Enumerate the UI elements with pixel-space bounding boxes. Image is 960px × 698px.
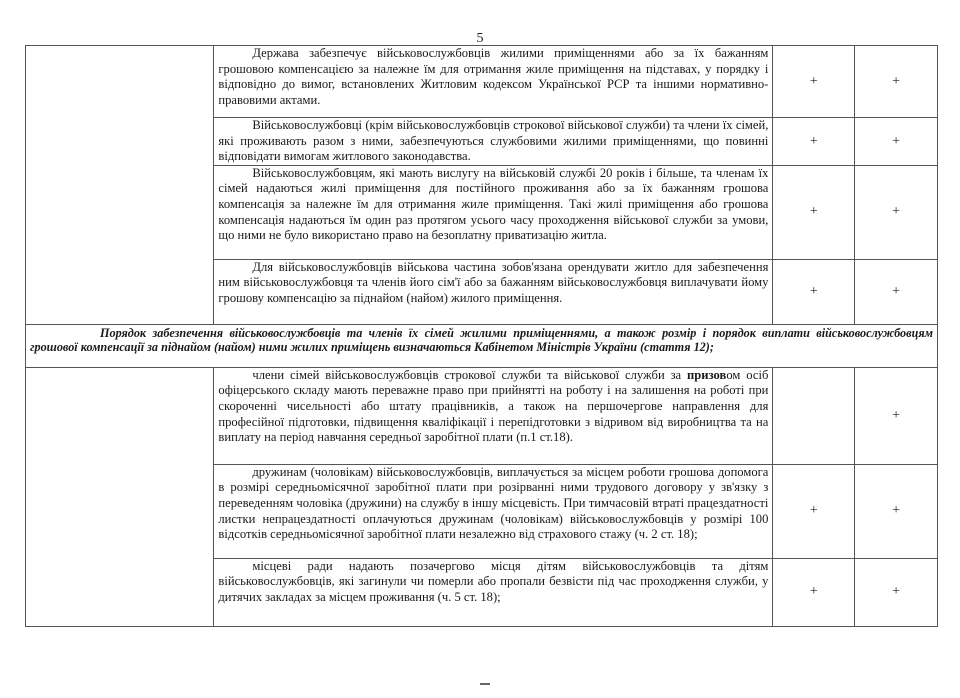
comparison-table xyxy=(25,45,938,627)
provision-text: дружинам (чоловікам) військовослужбовців, виплачується за місцем роботи грошова допомога в розмірі середньомісячної заробітної плати при розірванні ними трудового договору у зв'язку з переведенням чоловіка (дружини) на службу в іншу місцевість. При тимчасовій втраті працездатності листки непрацездатності оплачуються дружинам (чоловікам) військовослужбовців у розмірі 100 відсотків середньомісячної заробітної плати незалежно від страхового стажу (ч. 2 ст. 18); xyxy=(214,464,773,558)
plus-mark: + xyxy=(773,558,855,626)
table-row xyxy=(26,46,938,118)
plus-mark: + xyxy=(855,46,938,118)
plus-mark: + xyxy=(855,165,938,259)
plus-mark: + xyxy=(773,46,855,118)
plus-mark: + xyxy=(855,259,938,324)
page-number: 5 xyxy=(476,31,484,46)
empty-cell xyxy=(26,367,214,626)
provision-text: Для військовослужбовців військова частина зобов'язана орендувати житло для забезпечення ним військовослужбовця та членів його сім'ї або за бажанням військовослужбовця виплачувати йому грошову компенсацію за піднайом (найом) жилого приміщення. xyxy=(214,259,773,324)
provision-text xyxy=(214,367,773,464)
provision-text: Держава забезпечує військовослужбовців жилими приміщеннями або за їх бажанням грошовою компенсацією за належне їм для отримання жиле приміщення на підставах, у порядку і відповідно до вимог, встановлених Житловим кодексом Української РСР та іншими нормативно-правовими актами. xyxy=(214,46,773,118)
provision-text: Військовослужбовці (крім військовослужбовців строкової військової служби) та члени їх сімей, які проживають разом з ними, забезпечуються службовими жилими приміщеннями, що повинні відповідати вимогам житлового законодавства. xyxy=(214,118,773,166)
text-part: члени сімей військовослужбовців строкової служби та військової служби за xyxy=(252,367,688,382)
empty-cell xyxy=(26,46,214,325)
plus-mark: + xyxy=(855,118,938,166)
bold-word: призов xyxy=(687,367,727,382)
text-part: ом осіб офіцерського складу мають переважне право при прийнятті на роботу і на залишення на роботі при скороченні чисельності або штату працівників, а також на першочергове направлення для професійної підготовки, підвищення кваліфікації і перепідготовки з відривом від виробництва та на виплату на період навчання середньої заробітної плати (п.1 ст.18). xyxy=(218,367,769,445)
plus-mark: + xyxy=(773,165,855,259)
plus-mark: + xyxy=(855,464,938,558)
plus-mark: + xyxy=(773,259,855,324)
plus-mark: + xyxy=(855,558,938,626)
table-row xyxy=(26,367,938,464)
section-heading: Порядок забезпечення військовослужбовців та членів їх сімей жилими приміщеннями, а також розмір і порядок виплати військовослужбовцям грошової компенсації за піднайом (найом) ними жилих приміщень визначаються Кабінетом Міністрів України (стаття 12); xyxy=(26,324,938,367)
empty-mark xyxy=(773,367,855,464)
plus-mark: + xyxy=(773,118,855,166)
provision-text: Військовослужбовцям, які мають вислугу на військовій службі 20 років і більше, та членам їх сімей надаються жилі приміщення для постійного проживання або за їх бажанням грошова компенсація за належне їм для отримання жиле приміщення. Такі жилі приміщення або грошова компенсація надаються їм один раз протягом усього часу проходження військової служби за умови, що ними не було використано право на безоплатну приватизацію житла. xyxy=(214,165,773,259)
plus-mark: + xyxy=(773,464,855,558)
plus-mark: + xyxy=(855,367,938,464)
section-row xyxy=(26,324,938,367)
scan-mark xyxy=(480,683,490,685)
provision-text: місцеві ради надають позачергово місця дітям військовослужбовців та дітям військовослужбовців, які загинули чи померли або пропали безвісти під час проходження служби, у дитячих закладах за місцем проживання (ч. 5 ст. 18); xyxy=(214,558,773,626)
